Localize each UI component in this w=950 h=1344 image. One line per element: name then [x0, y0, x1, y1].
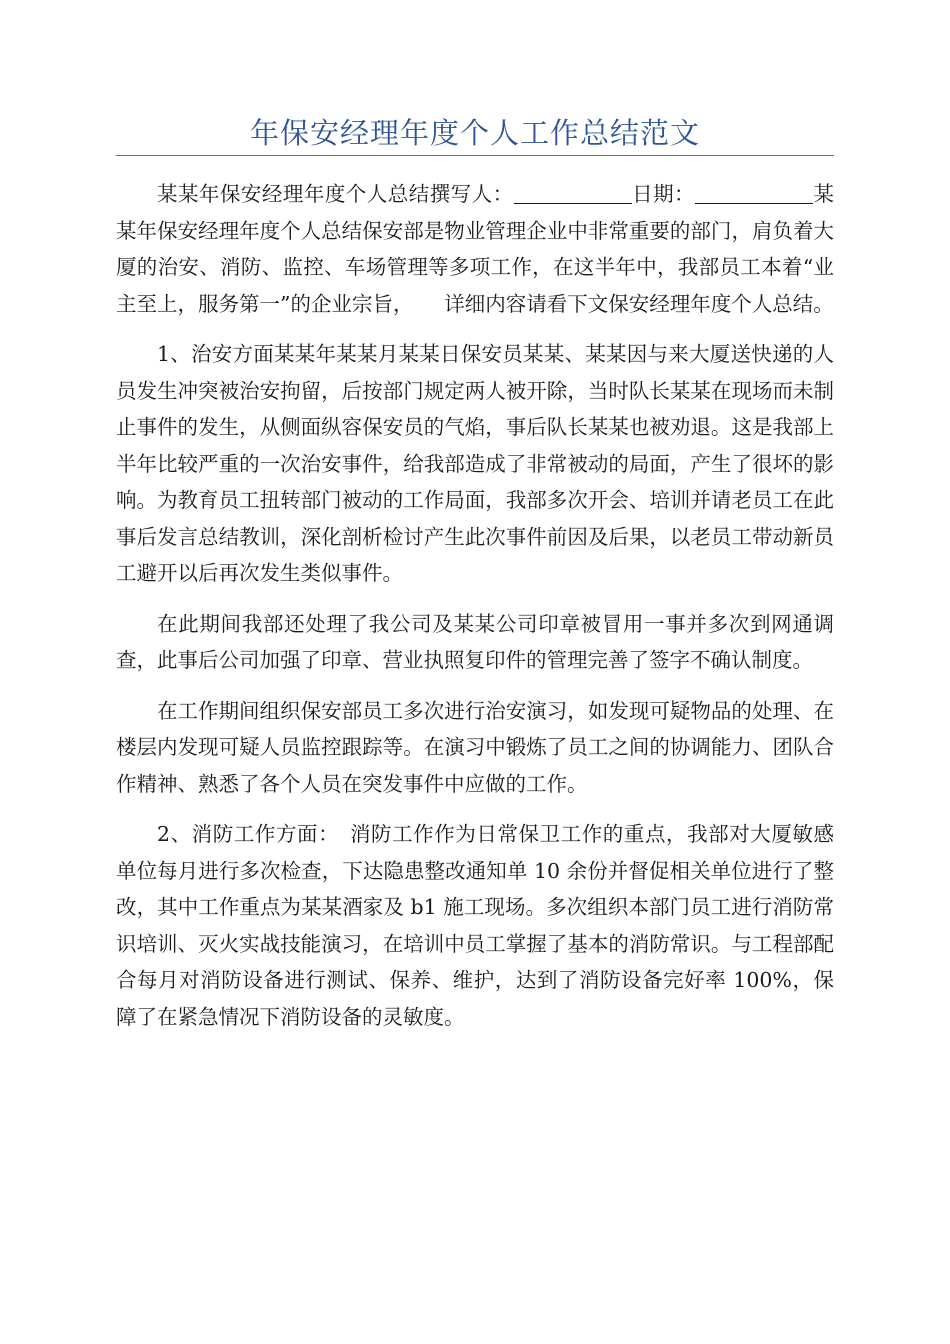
paragraph-seal-incident: 在此期间我部还处理了我公司及某某公司印章被冒用一事并多次到网通调查，此事后公司加强了印章、营业执照复印件的管理完善了签字不确认制度。 [116, 611, 834, 672]
paragraph-fire-safety: 2、消防工作方面： 消防工作作为日常保卫工作的重点，我部对大厦敏感单位每月进行多次检查，下达隐患整改通知单 10 余份并督促相关单位进行了整改，其中工作重点为某某酒家及 b1 施工现场。多次组织本部门员工进行消防常识培训、灭火实战技能演习，在培训中员工掌握了基本的消防常识。与工程部配合每月对消防设备进行测试、保养、维护，达到了消防设备完好率 100%，保障了在紧急情况下消防设备的灵敏度。 [116, 822, 834, 1029]
document-title: 年保安经理年度个人工作总结范文 [249, 116, 700, 150]
intro-text: 某某年保安经理年度个人总结保安部是物业管理企业中非常重要的部门，肩负着大厦的治安、消防、监控、车场管理等多项工作，在这半年中，我部员工本着“业主至上，服务第一”的企业宗旨， 详细内容请看下文保安经理年度个人总结。 [116, 182, 835, 316]
title-underline [116, 155, 834, 156]
intro-author-label: 某某年保安经理年度个人总结撰写人： [157, 182, 514, 206]
author-blank [514, 183, 632, 205]
paragraph-security: 1、治安方面某某年某某月某某日保安员某某、某某因与来大厦送快递的人员发生冲突被治安拘留，后按部门规定两人被开除，当时队长某某在现场而未制止事件的发生，从侧面纵容保安员的气焰，事后队长某某也被劝退。这是我部上半年比较严重的一次治安事件，给我部造成了非常被动的局面，产生了很坏的影响。为教育员工扭转部门被动的工作局面，我部多次开会、培训并请老员工在此事后发言总结教训，深化剖析检讨产生此次事件前因及后果，以老员工带动新员工避开以后再次发生类似事件。 [116, 342, 834, 585]
date-blank [695, 183, 813, 205]
document-body [116, 176, 834, 1049]
intro-paragraph [116, 176, 834, 322]
paragraph-drills: 在工作期间组织保安部员工多次进行治安演习，如发现可疑物品的处理、在楼层内发现可疑人员监控跟踪等。在演习中锻炼了员工之间的协调能力、团队合作精神、熟悉了各个人员在突发事件中应做的工作。 [116, 698, 834, 796]
intro-date-label: 日期： [631, 182, 696, 206]
